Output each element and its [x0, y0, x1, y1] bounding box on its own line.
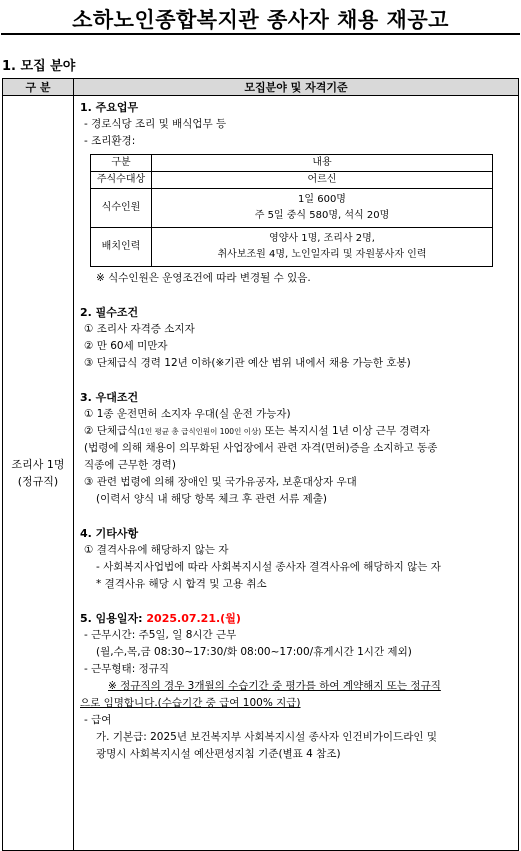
duties-heading: 1. 주요업무 — [80, 101, 139, 114]
probation-note: ※ 정규직의 경우 3개월의 수습기간 중 평가를 하여 계약해지 또는 정규직 — [108, 680, 441, 692]
other-item: ① 결격사유에 해당하지 않는 자 — [84, 544, 229, 556]
recruitment-table — [2, 78, 519, 851]
env-label: 주식수대상 — [91, 172, 152, 189]
env-value-line: 주 5일 중식 580명, 석식 20명 — [254, 210, 390, 221]
title-underline — [1, 33, 520, 35]
required-item: ① 조리사 자격증 소지자 — [84, 323, 195, 335]
env-row — [91, 228, 493, 267]
preferred-item: ① 1종 운전면허 소지자 우대(실 운전 가능자) — [84, 408, 291, 420]
salary-item: 가. 기본급: 2025년 보건복지부 사회복지시설 종사자 인건비가이드라인 및 — [96, 731, 437, 743]
position-type: (정규직) — [17, 475, 59, 488]
section-heading: 1. 모집 분야 — [2, 59, 76, 74]
duties-note: ※ 식수인원은 운영조건에 따라 변경될 수 있음. — [96, 272, 311, 284]
env-head-value: 내용 — [152, 155, 493, 172]
env-head-row — [91, 155, 493, 172]
criteria-cell — [74, 96, 519, 851]
preferred-item-note: (1인 평균 총 급식인원이 100인 이상) — [137, 427, 262, 436]
duties-item: - 경로식당 조리 및 배식업무 등 — [84, 118, 227, 130]
env-value-line: 영양사 1명, 조리사 2명, — [269, 233, 375, 244]
appointment-label: 5. 임용일자: — [80, 612, 147, 625]
other-item: - 사회복지사업법에 따라 사회복지시설 종사자 결격사유에 해당하지 않는 자 — [96, 561, 441, 573]
appointment-item: - 근무형태: 정규직 — [84, 663, 170, 675]
env-row — [91, 189, 493, 228]
other-item: * 결격사유 해당 시 합격 및 고용 취소 — [96, 578, 267, 590]
env-label: 배치인력 — [91, 228, 152, 267]
preferred-item-cont: (이력서 양식 내 해당 항목 체크 후 관련 서류 제출) — [96, 493, 327, 505]
position-cell — [3, 96, 74, 851]
salary-item: - 급여 — [84, 714, 112, 726]
preferred-item — [80, 423, 514, 440]
env-value-line: 취사보조원 4명, 노인일자리 및 자원봉사자 인력 — [217, 249, 427, 260]
page-title: 소하노인종합복지관 종사자 채용 재공고 — [72, 8, 449, 32]
required-heading: 2. 필수조건 — [80, 306, 139, 319]
required-item: ② 만 60세 미만자 — [84, 340, 168, 352]
required-item: ③ 단체급식 경력 12년 이하(※기관 예산 범위 내에서 채용 가능한 호봉) — [84, 357, 411, 369]
preferred-item: ③ 관련 법령에 의해 장애인 및 국가유공자, 보훈대상자 우대 — [84, 476, 357, 488]
env-value — [152, 228, 493, 267]
other-heading: 4. 기타사항 — [80, 527, 139, 540]
preferred-item-text: 또는 복지시설 1년 이상 근무 경력자 — [261, 425, 430, 437]
env-label: 식수인원 — [91, 189, 152, 228]
header-category: 구 분 — [3, 79, 74, 96]
preferred-heading: 3. 우대조건 — [80, 391, 139, 404]
environment-table — [90, 154, 493, 267]
table-header-row — [3, 79, 519, 96]
salary-item: 광명시 사회복지시설 예산편성지침 기준(별표 4 참조) — [96, 748, 341, 760]
preferred-item-cont: 직종에 근무한 경력) — [84, 459, 176, 471]
env-value-line: 1일 600명 — [298, 194, 346, 205]
appointment-item: - 근무시간: 주5일, 일 8시간 근무 — [84, 629, 237, 641]
appointment-item: (월,수,목,금 08:30~17:30/화 08:00~17:00/휴게시간 1시간 제외) — [96, 646, 412, 658]
position-title: 조리사 1명 — [11, 458, 65, 471]
env-head-label: 구분 — [91, 155, 152, 172]
env-value: 어르신 — [152, 172, 493, 189]
env-value — [152, 189, 493, 228]
appointment-date: 2025.07.21.(월) — [146, 612, 241, 625]
table-row — [3, 96, 519, 851]
probation-note: 으로 임명합니다.(수습기간 중 급여 100% 지급) — [80, 697, 301, 709]
env-row — [91, 172, 493, 189]
preferred-item-text: ② 단체급식 — [84, 425, 138, 437]
duties-item: - 조리환경: — [84, 135, 136, 147]
preferred-item-cont: (법령에 의해 채용이 의무화된 사업장에서 관련 자격(면허)증을 소지하고 동종 — [84, 442, 438, 454]
header-criteria: 모집분야 및 자격기준 — [74, 79, 519, 96]
appointment-heading — [80, 610, 514, 627]
